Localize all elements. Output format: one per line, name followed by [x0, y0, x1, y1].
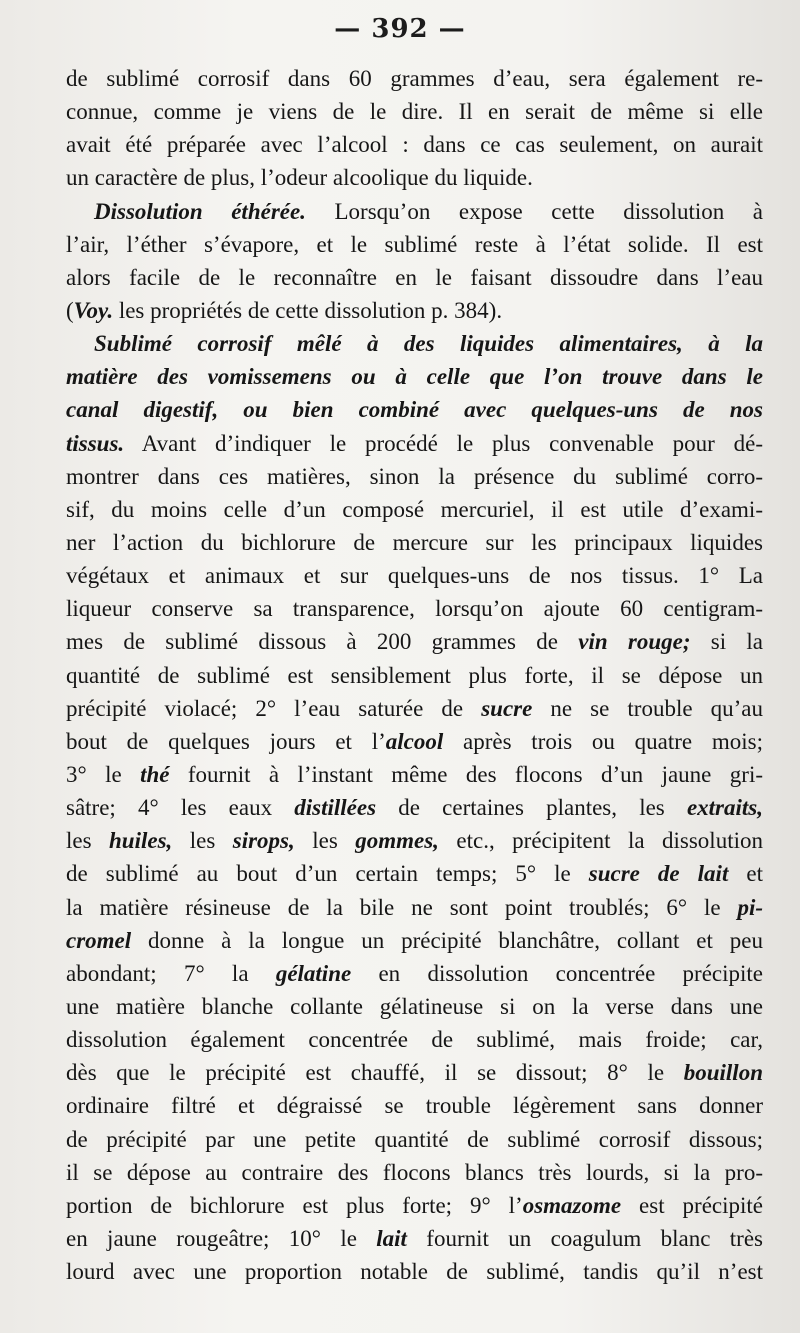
italic-text: pi-	[737, 894, 763, 920]
text-line	[66, 957, 763, 990]
text-line	[66, 559, 763, 592]
italic-text: osmazome	[522, 1192, 622, 1218]
text-run: les	[66, 828, 110, 854]
text-line	[66, 460, 763, 493]
text-run: sif, du moins celle d’un composé mercuriel, il est utile d’exami-	[66, 496, 763, 522]
text-line	[66, 924, 763, 957]
text-run: ne se trouble qu’au	[532, 695, 764, 721]
italic-text: sucre de lait	[588, 861, 729, 887]
page-number: — 392 —	[334, 14, 466, 44]
text-line	[66, 659, 763, 692]
text-line	[66, 891, 763, 924]
text-line	[66, 427, 763, 460]
text-line	[66, 857, 763, 890]
text-run: un caractère de plus, l’odeur alcoolique du liquide.	[66, 165, 533, 191]
italic-text: tissus.	[66, 430, 125, 456]
text-run: ordinaire filtré et dégraissé se trouble légèrement sans donner	[66, 1093, 763, 1119]
text-line	[66, 327, 763, 360]
text-run: 3° le	[66, 761, 141, 787]
italic-text: distillées	[294, 795, 377, 821]
text-line	[66, 1156, 763, 1189]
text-run: en jaune rougeâtre; 10° le	[66, 1225, 377, 1251]
text-run: (	[66, 297, 74, 323]
text-line	[66, 1222, 763, 1255]
text-line	[66, 493, 763, 526]
text-run: lourd avec une proportion notable de sublimé, tandis qu’il n’est	[66, 1259, 763, 1285]
text-run: et	[728, 861, 763, 887]
text-run: de sublimé corrosif dans 60 grammes d’eau, sera également re-	[66, 66, 763, 91]
text-run: il se dépose au contraire des flocons blancs très lourds, si la pro-	[66, 1159, 763, 1185]
text-line	[66, 128, 763, 161]
text-run: dissolution également concentrée de sublimé, mais froide; car,	[66, 1027, 763, 1053]
text-line	[66, 1123, 763, 1156]
italic-text: Dissolution éthérée.	[94, 198, 306, 224]
text-run: ner l’action du bichlorure de mercure sur les principaux liquides	[66, 529, 763, 555]
italic-text: canal digestif, ou bien combiné avec quelques-uns de nos	[66, 397, 763, 423]
italic-text: bouillon	[683, 1060, 763, 1086]
text-run: alors facile de le reconnaître en le faisant dissoudre dans l’eau	[66, 264, 763, 290]
italic-text: cromel	[66, 927, 132, 953]
text-run: une matière blanche collante gélatineuse si on la verse dans une	[66, 993, 763, 1019]
text-run: liqueur conserve sa transparence, lorsqu’on ajoute 60 centigram-	[66, 596, 763, 622]
text-line	[66, 1089, 763, 1122]
italic-text: Sublimé corrosif mêlé à des liquides alimentaires, à la	[94, 331, 763, 357]
text-line	[66, 592, 763, 625]
text-line	[66, 758, 763, 791]
text-line	[66, 294, 763, 327]
text-line	[66, 393, 763, 426]
text-line	[66, 824, 763, 857]
text-run: de sublimé au bout d’un certain temps; 5° le	[66, 861, 589, 887]
italic-text: sucre	[481, 695, 533, 721]
text-run: donne à la longue un précipité blanchâtre, collant et peu	[131, 927, 763, 953]
italic-text: gélatine	[275, 960, 352, 986]
text-run: quantité de sublimé est sensiblement plus forte, il se dépose un	[66, 662, 763, 688]
text-run: les propriétés de cette dissolution p. 384).	[113, 297, 503, 323]
italic-text: lait	[376, 1225, 407, 1251]
italic-text: huiles,	[109, 828, 173, 854]
text-line	[66, 360, 763, 393]
text-run: Lorsqu’on expose cette dissolution à	[305, 198, 763, 224]
text-line	[66, 1255, 763, 1288]
text-line	[66, 990, 763, 1023]
text-run: les	[172, 828, 233, 854]
text-line	[66, 725, 763, 758]
text-run: en dissolution concentrée précipite	[351, 960, 764, 986]
italic-text: alcool	[385, 728, 444, 754]
text-run: les	[294, 828, 356, 854]
text-line	[66, 1023, 763, 1056]
text-line	[66, 161, 763, 194]
text-run: avait été préparée avec l’alcool : dans ce cas seulement, on aurait	[66, 132, 763, 158]
text-run: l’air, l’éther s’évapore, et le sublimé reste à l’état solide. Il est	[66, 231, 763, 257]
italic-text: sirops,	[232, 828, 295, 854]
text-run: abondant; 7° la	[66, 960, 276, 986]
text-line	[66, 228, 763, 261]
text-line	[66, 261, 763, 294]
text-run: la matière résineuse de la bile ne sont point troublés; 6° le	[66, 894, 738, 920]
text-run: de précipité par une petite quantité de sublimé corrosif dissous;	[66, 1126, 763, 1152]
italic-text: Voy.	[73, 297, 114, 323]
text-line	[66, 692, 763, 725]
italic-text: thé	[140, 761, 170, 787]
text-run: de certaines plantes, les	[376, 795, 687, 821]
text-run: précipité violacé; 2° l’eau saturée de	[66, 695, 482, 721]
text-run: bout de quelques jours et l’	[66, 728, 386, 754]
italic-text: extraits,	[686, 795, 763, 821]
text-line	[66, 195, 763, 228]
text-line	[66, 95, 763, 128]
text-line	[66, 1056, 763, 1089]
text-run: mes de sublimé dissous à 200 grammes de	[66, 629, 579, 655]
italic-text: matière des vomissemens ou à celle que l’on trouve dans le	[66, 364, 763, 390]
text-run: connue, comme je viens de le dire. Il en serait de même si elle	[66, 99, 763, 125]
text-run: fournit à l’instant même des flocons d’un jaune gri-	[169, 761, 763, 787]
text-run: portion de bichlorure est plus forte; 9° l’	[66, 1192, 523, 1218]
text-line	[66, 526, 763, 559]
text-run: végétaux et animaux et sur quelques-uns de nos tissus. 1° La	[66, 563, 763, 589]
text-line	[66, 791, 763, 824]
italic-text: gommes,	[355, 828, 439, 854]
text-line	[66, 62, 763, 95]
text-run: si la	[690, 629, 763, 655]
italic-text: vin rouge;	[578, 629, 691, 655]
text-run: montrer dans ces matières, sinon la présence du sublimé corro-	[66, 463, 763, 489]
text-run: sâtre; 4° les eaux	[66, 795, 295, 821]
body-text	[66, 62, 763, 1288]
text-line	[66, 625, 763, 658]
text-line	[66, 1189, 763, 1222]
text-run: après trois ou quatre mois;	[443, 728, 763, 754]
text-run: est précipité	[621, 1192, 763, 1218]
text-run: dès que le précipité est chauffé, il se dissout; 8° le	[66, 1060, 684, 1086]
text-run: etc., précipitent la dissolution	[438, 828, 763, 854]
text-run: fournit un coagulum blanc très	[406, 1225, 763, 1251]
text-run: Avant d’indiquer le procédé le plus convenable pour dé-	[124, 430, 763, 456]
